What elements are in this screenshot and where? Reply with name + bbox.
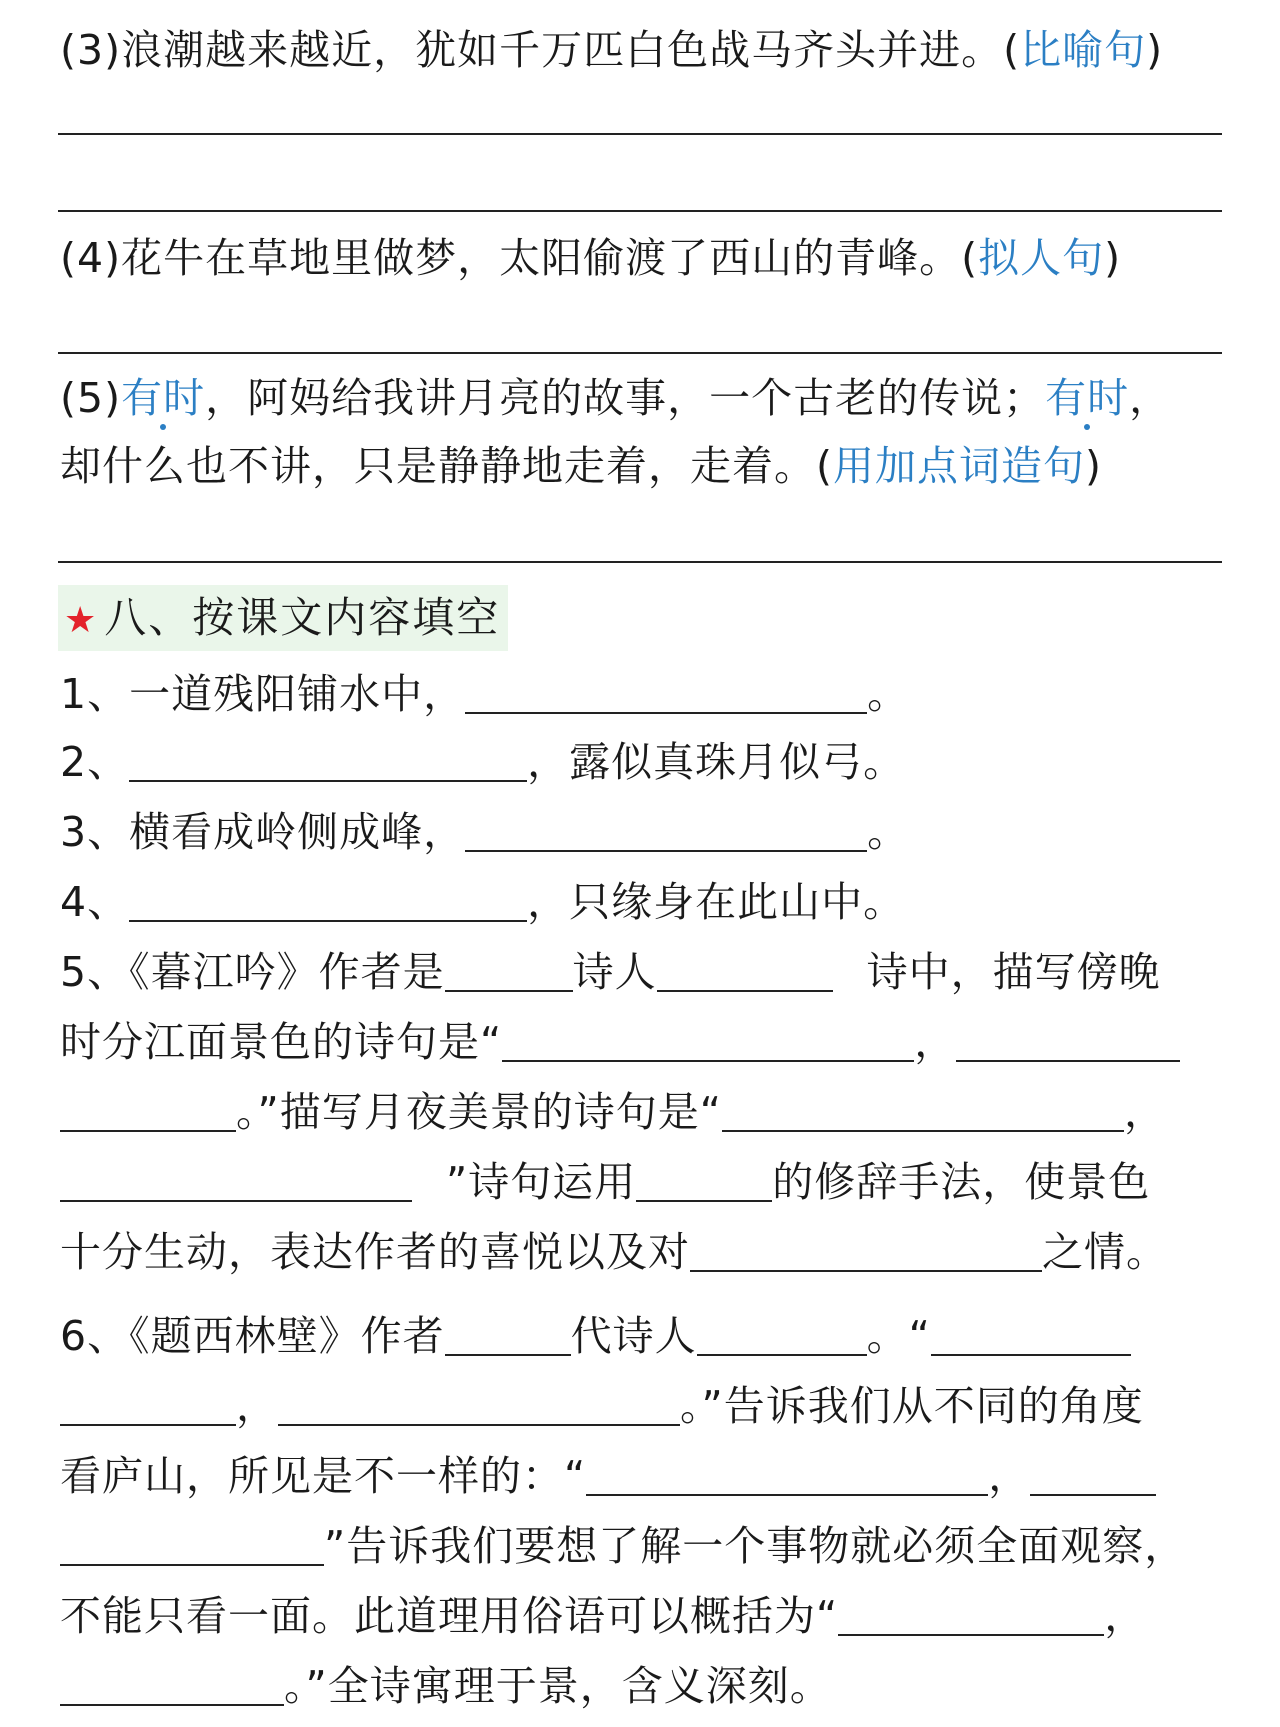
item-5-line-1: [60, 944, 1218, 1000]
item-5-text-h: ”诗句运用: [446, 1158, 637, 1206]
blank-6-verse-1a[interactable]: [931, 1314, 1131, 1356]
question-5-end: ，: [1129, 374, 1172, 422]
question-5-line-2-text: 却什么也不讲，只是静静地走着，走着。(: [60, 442, 833, 490]
question-5-dotted-word-1: 有时: [121, 370, 205, 426]
item-2-number: 2、: [60, 738, 130, 786]
blank-5-verse-1[interactable]: [502, 1020, 914, 1062]
item-5-text-d: 时分江面景色的诗句是“: [60, 1018, 503, 1066]
item-1-text: 1、一道残阳铺水中，: [60, 670, 466, 718]
blank-4[interactable]: [129, 880, 527, 922]
item-6-text-d: ，: [236, 1382, 278, 1430]
question-4-text: (4)花牛在草地里做梦，太阳偷渡了西山的青峰。(: [60, 234, 979, 282]
blank-6-verse-3[interactable]: [586, 1454, 988, 1496]
item-6-line-4: [60, 1518, 1218, 1574]
blank-6-dynasty[interactable]: [445, 1314, 571, 1356]
item-5-line-3: [60, 1084, 1218, 1140]
item-6-line-5: [60, 1588, 1218, 1644]
blank-5-verse-2a[interactable]: [956, 1020, 1180, 1062]
blank-6-verse-2[interactable]: [278, 1384, 680, 1426]
item-6-text-b: 代诗人: [570, 1312, 697, 1360]
question-4-tag: 拟人句: [978, 234, 1105, 282]
question-5-number: (5): [60, 374, 122, 422]
blank-5-verse-2b[interactable]: [60, 1090, 236, 1132]
item-6-text-h: ”告诉我们要想了解一个事物就必须全面观察，: [324, 1522, 1187, 1570]
item-6-text-g: ，: [988, 1452, 1031, 1500]
item-5-text-i: 的修辞手法，使景色: [772, 1158, 1151, 1206]
item-6-text-j: ，: [1104, 1592, 1147, 1640]
item-5-text-g: ，: [1123, 1088, 1166, 1136]
item-5-text-j: 十分生动，表达作者的喜悦以及对: [60, 1228, 690, 1276]
question-5-dotted-word-2: 有时: [1045, 370, 1129, 426]
question-5-line-1: [60, 370, 1218, 426]
blank-3[interactable]: [465, 810, 867, 852]
blank-6-poet[interactable]: [697, 1314, 867, 1356]
item-4: [60, 874, 1218, 930]
question-3-close: ): [1146, 26, 1164, 74]
blank-2[interactable]: [129, 740, 527, 782]
blank-6-verse-4a[interactable]: [1030, 1454, 1156, 1496]
item-5-line-5: [60, 1224, 1218, 1280]
blank-6-proverb-b[interactable]: [60, 1664, 284, 1706]
blank-5-author[interactable]: [445, 950, 573, 992]
blank-5-feeling[interactable]: [690, 1230, 1042, 1272]
item-5-text-b: 诗人: [572, 948, 657, 996]
item-1-end: 。: [867, 670, 910, 718]
question-5-middle: ，阿妈给我讲月亮的故事，一个古老的传说；: [205, 374, 1046, 422]
item-2: [60, 734, 1218, 790]
blank-5-poet[interactable]: [657, 950, 833, 992]
item-3-text: 3、横看成岭侧成峰，: [60, 808, 466, 856]
blank-6-verse-1b[interactable]: [60, 1384, 236, 1426]
answer-line-3a[interactable]: [58, 133, 1222, 135]
item-6-line-6: [60, 1658, 1218, 1714]
question-5-tag: 用加点词造句: [833, 442, 1085, 490]
item-5-text-k: 之情。: [1042, 1228, 1168, 1276]
answer-line-4[interactable]: [58, 352, 1222, 354]
question-5-line-2: [60, 438, 1218, 494]
item-5-line-2: [60, 1014, 1218, 1070]
item-3: [60, 804, 1218, 860]
question-3: [60, 22, 1218, 78]
item-6-line-2: [60, 1378, 1218, 1434]
blank-6-proverb-a[interactable]: [838, 1594, 1104, 1636]
item-5-line-4: [60, 1154, 1218, 1210]
item-6-text-k: 。”全诗寓理于景，含义深刻。: [284, 1662, 832, 1710]
item-6-text-c: 。“: [866, 1312, 931, 1360]
star-icon: ★: [64, 600, 99, 641]
question-5-close: ): [1085, 442, 1102, 490]
item-5-text-c: 诗中，描写傍晚: [866, 948, 1161, 996]
item-6-line-1: [60, 1308, 1218, 1364]
answer-line-5[interactable]: [58, 561, 1222, 563]
item-6-text-a: 6、《题西林壁》作者: [60, 1312, 445, 1360]
item-6-line-3: [60, 1448, 1218, 1504]
question-3-text: (3)浪潮越来越近，犹如千万匹白色战马齐头并进。(: [60, 26, 1021, 74]
item-1: [60, 666, 1218, 722]
blank-5-rhetoric[interactable]: [636, 1160, 772, 1202]
question-4: [60, 230, 1218, 286]
item-5-text-f: 。”描写月夜美景的诗句是“: [236, 1088, 722, 1136]
blank-5-verse-3[interactable]: [722, 1090, 1124, 1132]
item-4-text: ，只缘身在此山中。: [527, 878, 906, 926]
item-5-text-e: ，: [914, 1018, 957, 1066]
answer-line-3b[interactable]: [58, 210, 1222, 212]
item-6-text-e: 。”告诉我们从不同的角度: [680, 1382, 1144, 1430]
item-2-text: ，露似真珠月似弓。: [527, 738, 906, 786]
item-3-end: 。: [867, 808, 910, 856]
blank-6-verse-4b[interactable]: [60, 1524, 324, 1566]
item-6-text-f: 看庐山，所见是不一样的：“: [60, 1452, 587, 1500]
item-6-text-i: 不能只看一面。此道理用俗语可以概括为“: [60, 1592, 839, 1640]
section-8-heading: [58, 585, 508, 651]
blank-5-verse-4[interactable]: [60, 1160, 412, 1202]
blank-1[interactable]: [465, 672, 867, 714]
item-4-number: 4、: [60, 878, 130, 926]
question-3-tag: 比喻句: [1020, 26, 1147, 74]
item-5-text-a: 5、《暮江吟》作者是: [60, 948, 445, 996]
question-4-close: ): [1104, 234, 1122, 282]
section-8-title: 八、按课文内容填空: [104, 593, 501, 642]
